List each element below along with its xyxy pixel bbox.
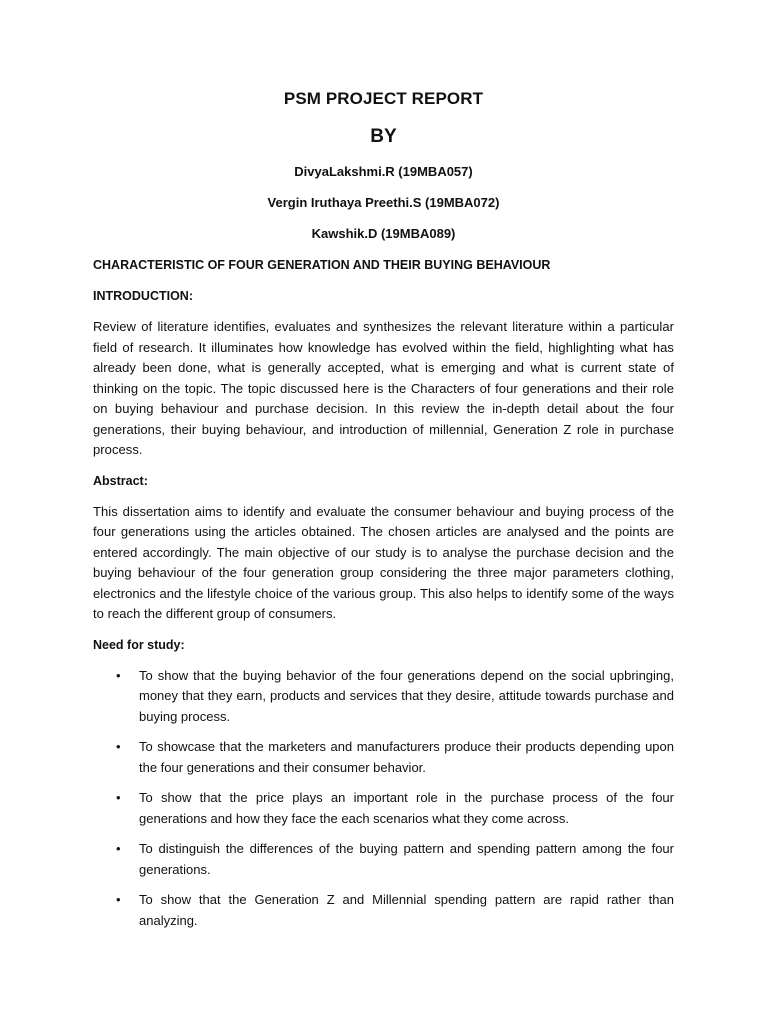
author-3: Kawshik.D (19MBA089): [311, 226, 456, 241]
list-item: [93, 890, 674, 931]
report-title: PSM PROJECT REPORT: [283, 89, 484, 108]
list-item-text: To distinguish the differences of the buying pattern and spending pattern among the four generations.: [139, 841, 674, 877]
document-page: [93, 86, 674, 941]
bullet-icon: •: [116, 790, 121, 805]
abstract-heading: Abstract:: [93, 473, 148, 488]
list-item: [93, 788, 674, 829]
author-1: DivyaLakshmi.R (19MBA057): [294, 164, 473, 179]
list-item: [93, 737, 674, 778]
list-item-text: To show that the buying behavior of the four generations depend on the social upbringing, money that they earn, products and services that they desire, attitude towards purchase and buying process.: [139, 667, 674, 724]
author-2: Vergin Iruthaya Preethi.S (19MBA072): [267, 195, 500, 210]
need-for-study-heading: Need for study:: [93, 637, 185, 652]
need-for-study-list: [93, 666, 674, 932]
bullet-icon: •: [116, 841, 121, 856]
by-label: BY: [370, 126, 397, 147]
bullet-icon: •: [116, 667, 121, 683]
list-item-text: To show that the price plays an important role in the purchase process of the four generations and how they face the each scenarios what they come across.: [139, 790, 674, 826]
introduction-heading: INTRODUCTION:: [93, 289, 193, 303]
abstract-paragraph: This dissertation aims to identify and evaluate the consumer behaviour and buying process of the four generations using the articles obtained. The chosen articles are analysed and the points are entered accordingly. The main objective of our study is to analyse the purchase decision and the buying behaviour of the four generation group considering the three major parameters clothing, electronics and the lifestyle choice of the various group. This also helps to identify some of the ways to reach the different group of consumers.: [93, 503, 674, 621]
bullet-icon: •: [116, 739, 121, 754]
list-item-text: To showcase that the marketers and manufacturers produce their products depending upon the four generations and their consumer behavior.: [139, 739, 674, 775]
list-item: [93, 839, 674, 880]
list-item: [93, 666, 674, 728]
bullet-icon: •: [116, 892, 121, 907]
introduction-paragraph: Review of literature identifies, evaluates and synthesizes the relevant literature within a particular field of research. It illuminates how knowledge has evolved within the field, highlighting what has already been done, what is generally accepted, what is emerging and what is current state of thinking on the topic. The topic discussed here is the Characters of four generations and their role on buying behaviour and purchase decision. In this review the in-depth detail about the four generations, their buying behaviour, and introduction of millennial, Generation Z role in purchase process.: [93, 319, 674, 457]
topic-heading: CHARACTERISTIC OF FOUR GENERATION AND THEIR BUYING BEHAVIOUR: [93, 258, 551, 272]
list-item-text: To show that the Generation Z and Millennial spending pattern are rapid rather than analyzing.: [139, 892, 674, 928]
